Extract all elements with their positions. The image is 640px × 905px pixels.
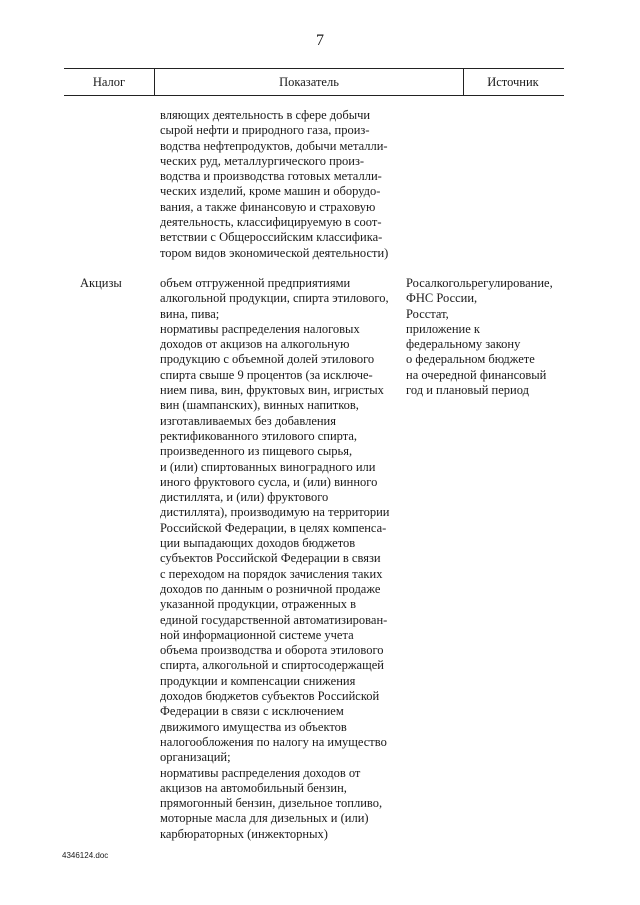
row-indicator-text: объем отгруженной предприятиями алкогольной продукции, спирта этилового, вина, пива; нормативы распределения налоговых доходов от акцизов на алкогольную продукцию с объемной долей этилового спирта свыше 9 процентов (за исключе- нием пива, вин, фруктовых вин, игристых вин (шампанских), винных напитков, изготавливаемых без добавления ректификованного этилового спирта, произведенного из пищевого сырья, и (или) спиртованных виноградного или иного фруктового сусла, и (или) винного дистиллята, и (или) фруктового дистиллята), производимую на территории Российской Федерации, в целях компенса- ции выпадающих доходов бюджетов субъектов Российской Федерации в связи с переходом на порядок зачисления таких доходов по данным о розничной продаже указанной продукции, отраженных в единой государственной автоматизирован- ной информационной системе учета объема производства и оборота этилового спирта, алкогольной и спиртосодержащей продукции и компенсации снижения доходов бюджетов субъектов Российской Федерации в связи с исключением движимого имущества из объектов налогообложения по налогу на имущество организаций; нормативы распределения доходов от акцизов на автомобильный бензин, прямогонный бензин, дизельное топливо, моторные масла для дизельных и (или) карбюраторных (инжекторных) xyxy=(160,276,390,841)
header-source: Источник xyxy=(487,75,539,89)
table-header xyxy=(64,68,564,96)
header-tax: Налог xyxy=(92,75,126,89)
header-indicator: Показатель xyxy=(154,69,464,95)
continuation-indicator-text: вляющих деятельность в сфере добычи сырой нефти и природного газа, произ- водства нефтепродуктов, добычи металли- ческих руд, металлургического произ- водства и производства готовых металли- ческих изделий, кроме машин и оборудо- вания, а также финансовую и страховую деятельность, классифицируемую в соот- ветствии с Общероссийским классифика- тором видов экономической деятельности) xyxy=(160,108,389,260)
page-number: 7 xyxy=(316,32,324,49)
row-tax-name: Акцизы xyxy=(80,276,122,290)
footer-doc-code: 4346124.doc xyxy=(62,851,109,860)
row-source-text: Росалкогольрегулирование, ФНС России, Росстат, приложение к федеральному закону о федеральном бюджете на очередной финансовый год и плановый период xyxy=(406,276,553,398)
